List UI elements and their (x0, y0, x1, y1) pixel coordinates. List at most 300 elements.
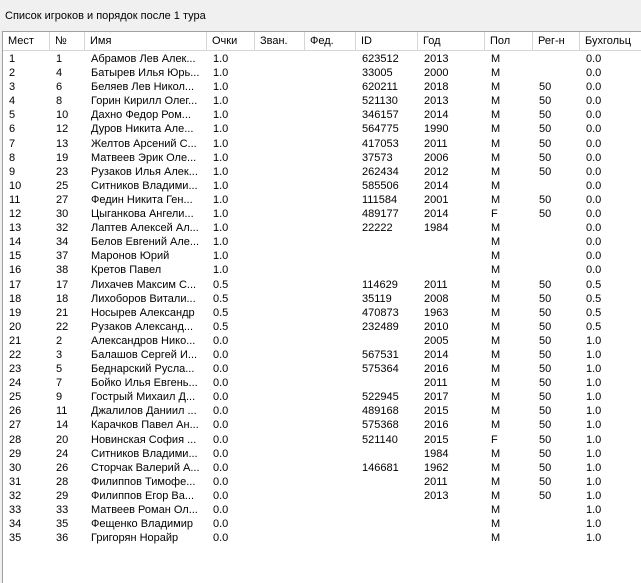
col-federation (305, 137, 356, 151)
col-number: 32 (56, 222, 69, 235)
col-place: 3 (9, 81, 16, 94)
col-year: 1984 (424, 447, 449, 460)
table-row[interactable] (3, 517, 641, 531)
col-sex: M (491, 320, 501, 333)
col-sex: M (491, 306, 501, 319)
table-row[interactable] (3, 447, 641, 461)
col-year: 2014 (424, 109, 449, 122)
col-sex: M (491, 489, 501, 502)
col-year (418, 503, 485, 517)
col-place: 8 (9, 151, 16, 164)
col-buchholz: 1.0 (586, 518, 602, 531)
col-federation (305, 235, 356, 249)
col-buchholz: 1.0 (586, 461, 602, 474)
col-id: 37573 (362, 151, 393, 164)
column-header-sex[interactable]: Пол (485, 32, 533, 50)
col-sex: M (491, 222, 501, 235)
col-number: 23 (56, 165, 69, 178)
col-region: 50 (539, 165, 552, 178)
col-federation (305, 292, 356, 306)
col-year: 2018 (424, 81, 449, 94)
col-id: 22222 (362, 222, 393, 235)
col-region: 50 (539, 137, 552, 150)
col-points: 1.0 (213, 222, 229, 235)
col-points: 0.5 (213, 306, 229, 319)
col-place: 17 (9, 278, 22, 291)
col-points: 0.0 (213, 334, 229, 347)
col-region (533, 221, 580, 235)
col-buchholz: 1.0 (586, 475, 602, 488)
col-federation (305, 80, 356, 94)
col-points: 1.0 (213, 67, 229, 80)
col-id: 35119 (362, 292, 392, 305)
col-title (255, 151, 305, 165)
col-federation (305, 151, 356, 165)
col-title (255, 179, 305, 193)
col-number: 29 (56, 489, 69, 502)
col-points: 1.0 (213, 137, 229, 150)
col-number: 34 (56, 236, 69, 249)
column-header-id[interactable]: ID (356, 32, 418, 50)
table-row[interactable] (3, 137, 641, 151)
col-title (255, 503, 305, 517)
col-year: 2013 (424, 95, 449, 108)
col-place: 10 (9, 179, 22, 192)
col-year: 2014 (424, 179, 449, 192)
col-year: 2011 (424, 137, 448, 150)
col-number: 14 (56, 419, 69, 432)
col-name: Беднарский Русла... (91, 363, 195, 376)
col-name: Филиппов Тимофе... (91, 475, 196, 488)
col-sex: M (491, 348, 501, 361)
col-number: 5 (56, 363, 63, 376)
col-sex: M (491, 151, 501, 164)
table-row[interactable] (3, 263, 641, 277)
table-row[interactable] (3, 503, 641, 517)
col-place: 6 (9, 123, 16, 136)
col-name: Белов Евгений Але... (91, 236, 200, 249)
col-id (356, 263, 418, 277)
column-header-place[interactable]: Мест (3, 32, 50, 50)
col-federation (305, 221, 356, 235)
col-points: 0.0 (213, 475, 229, 488)
col-federation (305, 278, 356, 292)
col-buchholz: 1.0 (586, 334, 602, 347)
col-year: 1963 (424, 306, 449, 319)
col-place: 35 (9, 532, 22, 545)
col-number: 9 (56, 391, 63, 404)
col-region (533, 263, 580, 277)
col-id (356, 475, 418, 489)
table-row[interactable] (3, 362, 641, 376)
col-buchholz: 0.0 (586, 151, 602, 164)
column-header-buchholz[interactable]: Бухгольц (580, 32, 641, 50)
col-federation (305, 447, 356, 461)
col-points: 1.0 (213, 53, 229, 65)
col-place: 22 (9, 348, 22, 361)
table-row[interactable] (3, 418, 641, 432)
col-region (533, 531, 580, 545)
col-number: 8 (56, 95, 63, 108)
col-points: 0.0 (213, 363, 229, 376)
col-place: 25 (9, 391, 22, 404)
table-row[interactable] (3, 433, 641, 447)
table-row[interactable] (3, 221, 641, 235)
col-title (255, 418, 305, 432)
col-id: 346157 (362, 109, 399, 122)
col-name: Фещенко Владимир (91, 518, 193, 531)
table-row[interactable] (3, 193, 641, 207)
col-region: 50 (539, 306, 552, 319)
col-points: 1.0 (213, 250, 229, 263)
table-row[interactable] (3, 475, 641, 489)
table-row[interactable] (3, 390, 641, 404)
col-number: 27 (56, 193, 69, 206)
column-header-federation[interactable]: Фед. (305, 32, 356, 50)
col-id: 111584 (362, 193, 398, 206)
col-name: Гострый Михаил Д... (91, 391, 196, 404)
col-points: 0.5 (213, 292, 229, 305)
col-federation (305, 193, 356, 207)
column-header-number[interactable]: № (50, 32, 85, 50)
col-federation (305, 249, 356, 263)
col-number: 38 (56, 264, 69, 277)
col-name: Дахно Федор Ром... (91, 109, 191, 122)
col-year: 1984 (424, 222, 449, 235)
col-sex: M (491, 461, 501, 474)
table-row[interactable] (3, 179, 641, 193)
col-region: 50 (539, 123, 552, 136)
col-sex: F (491, 433, 498, 446)
col-points: 1.0 (213, 95, 229, 108)
col-place: 1 (9, 53, 16, 65)
col-buchholz: 0.5 (586, 278, 602, 291)
col-place: 26 (9, 405, 22, 418)
col-federation (305, 263, 356, 277)
table-row[interactable] (3, 292, 641, 306)
col-name: Балашов Сергей И... (91, 348, 198, 361)
col-id: 522945 (362, 391, 399, 404)
col-buchholz: 1.0 (586, 405, 602, 418)
col-points: 1.0 (213, 165, 229, 178)
col-buchholz: 0.0 (586, 208, 602, 221)
col-buchholz: 1.0 (586, 504, 602, 516)
col-title (255, 320, 305, 334)
col-points: 0.0 (213, 447, 229, 460)
col-id (356, 489, 418, 503)
col-region: 50 (539, 391, 552, 404)
col-year: 2017 (424, 391, 449, 404)
col-title (255, 80, 305, 94)
col-sex: M (491, 447, 501, 460)
col-buchholz: 1.0 (586, 489, 602, 502)
col-number: 4 (56, 67, 63, 80)
col-year: 2001 (424, 193, 449, 206)
col-year: 2015 (424, 405, 449, 418)
col-federation (305, 418, 356, 432)
col-sex: M (491, 292, 501, 305)
table-row[interactable] (3, 122, 641, 136)
col-name: Беляев Лев Никол... (91, 81, 195, 94)
col-buchholz: 0.0 (586, 165, 602, 178)
col-id (356, 249, 418, 263)
col-place: 30 (9, 461, 22, 474)
col-name: Ситников Владими... (91, 447, 198, 460)
column-header-points[interactable]: Очки (207, 32, 255, 50)
col-points: 0.0 (213, 405, 229, 418)
table-row[interactable] (3, 249, 641, 263)
window-title: Список игроков и порядок после 1 тура (5, 10, 206, 22)
col-number: 7 (56, 377, 63, 390)
table-row[interactable] (3, 165, 641, 179)
col-sex: M (491, 109, 501, 122)
col-name: Сторчак Валерий А... (91, 461, 200, 474)
col-sex: M (491, 95, 501, 108)
col-buchholz: 0.5 (586, 306, 602, 319)
col-sex: M (491, 53, 501, 65)
table-row[interactable] (3, 278, 641, 292)
col-sex: M (491, 179, 501, 192)
col-federation (305, 390, 356, 404)
column-header-region[interactable]: Рег-н (533, 32, 580, 50)
col-id: 262434 (362, 165, 399, 178)
col-title (255, 165, 305, 179)
col-buchholz: 0.0 (586, 53, 602, 65)
col-year: 2013 (424, 53, 449, 65)
col-buchholz: 1.0 (586, 419, 602, 432)
col-place: 23 (9, 363, 22, 376)
col-federation (305, 489, 356, 503)
table-row[interactable] (3, 489, 641, 503)
col-title (255, 249, 305, 263)
col-number: 22 (56, 320, 69, 333)
col-name: Джалилов Даниил ... (91, 405, 197, 418)
col-sex: M (491, 518, 501, 531)
col-region: 50 (539, 95, 552, 108)
col-sex: M (491, 391, 501, 404)
col-title (255, 108, 305, 122)
col-region: 50 (539, 377, 552, 390)
table-row[interactable] (3, 376, 641, 390)
col-name: Дуров Никита Але... (91, 123, 194, 136)
col-number: 13 (56, 137, 69, 150)
col-buchholz: 1.0 (586, 391, 602, 404)
col-name: Ситников Владими... (91, 179, 198, 192)
col-federation (305, 503, 356, 517)
col-place: 9 (9, 165, 16, 178)
table-row[interactable] (3, 461, 641, 475)
col-name: Рузаков Александ... (91, 320, 194, 333)
col-id: 620211 (362, 81, 398, 94)
col-number: 6 (56, 81, 63, 94)
col-place: 2 (9, 67, 16, 80)
col-title (255, 122, 305, 136)
col-region: 50 (539, 348, 552, 361)
col-federation (305, 362, 356, 376)
col-title (255, 221, 305, 235)
col-year: 2000 (424, 67, 449, 80)
column-header-name[interactable]: Имя (85, 32, 207, 50)
col-year: 2011 (424, 278, 448, 291)
col-sex: M (491, 363, 501, 376)
col-federation (305, 404, 356, 418)
column-header-row (3, 32, 641, 51)
table-row[interactable] (3, 306, 641, 320)
col-buchholz: 0.0 (586, 67, 602, 80)
col-points: 0.0 (213, 489, 229, 502)
col-id (356, 517, 418, 531)
table-row[interactable] (3, 404, 641, 418)
col-year: 2008 (424, 292, 449, 305)
col-sex: M (491, 334, 501, 347)
table-row[interactable] (3, 66, 641, 80)
col-name: Желтов Арсений С... (91, 137, 197, 150)
col-place: 18 (9, 292, 22, 305)
col-sex: F (491, 208, 498, 221)
col-title (255, 193, 305, 207)
col-region: 50 (539, 193, 552, 206)
col-region (533, 235, 580, 249)
col-federation (305, 531, 356, 545)
col-id: 521140 (362, 433, 398, 446)
col-federation (305, 122, 356, 136)
table-row[interactable] (3, 207, 641, 221)
col-points: 1.0 (213, 151, 229, 164)
column-header-year[interactable]: Год (418, 32, 485, 50)
col-region: 50 (539, 320, 552, 333)
table-row[interactable] (3, 108, 641, 122)
col-title (255, 489, 305, 503)
col-federation (305, 108, 356, 122)
col-title (255, 334, 305, 348)
col-region (533, 66, 580, 80)
col-name: Бойко Илья Евгень... (91, 377, 198, 390)
col-federation (305, 461, 356, 475)
col-year: 2006 (424, 151, 449, 164)
table-body (3, 52, 641, 545)
col-place: 27 (9, 419, 22, 432)
col-title (255, 66, 305, 80)
col-name: Александров Нико... (91, 334, 196, 347)
col-year (418, 249, 485, 263)
col-id (356, 334, 418, 348)
col-points: 0.0 (213, 419, 229, 432)
col-points: 1.0 (213, 193, 229, 206)
col-sex: M (491, 405, 501, 418)
col-region: 50 (539, 419, 552, 432)
col-federation (305, 94, 356, 108)
table-row[interactable] (3, 80, 641, 94)
col-region: 50 (539, 278, 552, 291)
table-row[interactable] (3, 334, 641, 348)
col-name: Лихоборов Витали... (91, 292, 196, 305)
col-title (255, 235, 305, 249)
col-id: 575368 (362, 419, 399, 432)
table-row[interactable] (3, 531, 641, 545)
col-buchholz: 1.0 (586, 377, 602, 390)
col-region: 50 (539, 447, 552, 460)
col-place: 20 (9, 320, 22, 333)
table-row[interactable] (3, 348, 641, 362)
col-buchholz: 0.0 (586, 109, 602, 122)
col-title (255, 390, 305, 404)
col-name: Карачков Павел Ан... (91, 419, 199, 432)
table-row[interactable] (3, 235, 641, 249)
column-header-title[interactable]: Зван. (255, 32, 305, 50)
col-sex: M (491, 137, 501, 150)
col-id: 575364 (362, 363, 399, 376)
col-buchholz: 1.0 (586, 363, 602, 376)
col-region: 50 (539, 81, 552, 94)
col-id: 567531 (362, 348, 399, 361)
col-title (255, 94, 305, 108)
col-sex: M (491, 193, 501, 206)
col-points: 0.0 (213, 504, 229, 516)
col-name: Матвеев Эрик Оле... (91, 151, 197, 164)
table-row[interactable] (3, 52, 641, 66)
col-sex: M (491, 123, 501, 136)
col-place: 14 (9, 236, 22, 249)
col-year: 1990 (424, 123, 449, 136)
col-place: 7 (9, 137, 16, 150)
table-row[interactable] (3, 320, 641, 334)
col-name: Матвеев Роман Ол... (91, 504, 198, 516)
col-region: 50 (539, 461, 552, 474)
col-sex: M (491, 236, 501, 249)
col-id: 417053 (362, 137, 399, 150)
col-place: 16 (9, 264, 22, 277)
col-name: Абрамов Лев Алек... (91, 53, 196, 65)
col-id (356, 447, 418, 461)
col-buchholz: 1.0 (586, 532, 602, 545)
col-federation (305, 376, 356, 390)
col-region (533, 517, 580, 531)
table-row[interactable] (3, 94, 641, 108)
col-region: 50 (539, 433, 552, 446)
col-sex: M (491, 165, 501, 178)
col-federation (305, 306, 356, 320)
col-place: 12 (9, 208, 22, 221)
col-name: Федин Никита Ген... (91, 193, 193, 206)
col-id: 489168 (362, 405, 399, 418)
col-sex: M (491, 264, 501, 277)
col-points: 1.0 (213, 123, 229, 136)
col-id: 470873 (362, 306, 399, 319)
col-place: 21 (9, 334, 22, 347)
col-name: Рузаков Илья Алек... (91, 165, 198, 178)
col-points: 1.0 (213, 236, 229, 249)
col-points: 1.0 (213, 208, 229, 221)
col-region: 50 (539, 405, 552, 418)
col-points: 0.5 (213, 320, 229, 333)
col-number: 20 (56, 433, 69, 446)
col-buchholz: 0.0 (586, 250, 602, 263)
players-list[interactable] (2, 31, 641, 583)
col-sex: M (491, 81, 501, 94)
col-year (418, 531, 485, 545)
col-title (255, 517, 305, 531)
col-year (418, 263, 485, 277)
col-place: 33 (9, 504, 22, 516)
col-id (356, 503, 418, 517)
col-number: 11 (56, 405, 68, 418)
col-number: 33 (56, 504, 69, 516)
table-row[interactable] (3, 151, 641, 165)
col-number: 28 (56, 475, 69, 488)
col-year: 2016 (424, 363, 449, 376)
col-federation (305, 320, 356, 334)
col-id: 33005 (362, 67, 393, 80)
